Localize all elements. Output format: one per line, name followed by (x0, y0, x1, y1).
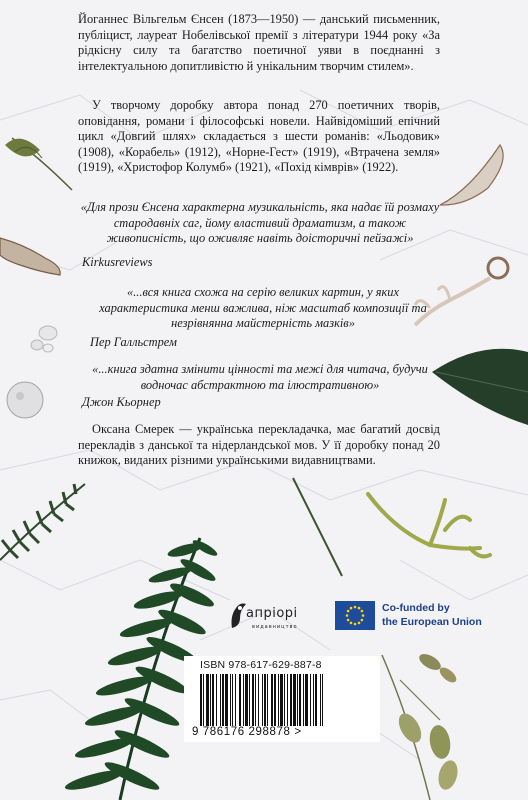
barcode-bar (297, 674, 298, 726)
sprout-right (368, 494, 490, 556)
barcode-digits: 9 786176 298878 > (192, 726, 302, 738)
eu-label-line1: Co-funded by (382, 602, 450, 614)
quote-1-source: Kirkusreviews (82, 255, 153, 269)
barcode-bar (200, 674, 202, 726)
barcode-bar (258, 674, 259, 726)
publisher-logo (230, 598, 302, 634)
barcode-bar (210, 674, 211, 726)
barcode-bar (315, 674, 317, 726)
antler-left (0, 238, 60, 275)
publisher-subtitle: видавництво (252, 624, 298, 630)
barcode-bar (310, 674, 311, 726)
twig-top-left (5, 138, 72, 190)
feather-right (440, 145, 503, 205)
barcode (200, 674, 370, 726)
quote-1: «Для прози Єнсена характерна музикальність, яка надає їй розмаху стародавніх саг, йому властивий драматизм, а також живописність, що оживляє навіть доісторичні пейзажі» (80, 200, 440, 246)
barcode-bar (274, 674, 276, 726)
barcode-bar (278, 674, 279, 726)
quote-2-source: Пер Галльстрем (90, 335, 177, 349)
barcode-bar (313, 674, 314, 726)
barcode-bar (299, 674, 301, 726)
quote-2: «...вся книга схожа на серію великих картин, у яких характеристика менш важлива, ніж масштаб композиції та незрівнянна майстерність мазків» (99, 285, 427, 331)
barcode-bar (245, 674, 248, 726)
barcode-bar (290, 674, 292, 726)
barcode-bar (255, 674, 256, 726)
pebbles (7, 326, 57, 418)
eu-stars-icon (335, 601, 375, 630)
fern-left-small (0, 484, 85, 560)
barcode-bar (264, 674, 266, 726)
barcode-bar (320, 674, 321, 726)
eu-flag-icon (335, 601, 375, 630)
leaf-right (432, 349, 528, 425)
barcode-bar (284, 674, 285, 726)
eu-label (382, 601, 482, 629)
isbn-text: ISBN 978-617-629-887-8 (200, 659, 322, 671)
barcode-bar (239, 674, 241, 726)
barcode-bar (267, 674, 268, 726)
barcode-bar (220, 674, 221, 726)
barcode-bar (262, 674, 263, 726)
barcode-bar (206, 674, 209, 726)
translator-bio: Оксана Смерек — українська перекладачка, має багатий досвід перекладів з данської та нідерландської мов. У її доробку понад 20 книжок, виданих різними українськими видавництвами. (78, 422, 440, 468)
barcode-bar (249, 674, 250, 726)
barcode-bar (235, 674, 236, 726)
barcode-bar (212, 674, 214, 726)
barcode-bar (230, 674, 231, 726)
barcode-bar (322, 674, 323, 726)
barcode-bar (287, 674, 288, 726)
quote-3: «...книга здатна змінити цінності та межі для читача, будучи водночас абстрактною та ілюстративною» (92, 362, 428, 392)
barcode-area (184, 656, 380, 742)
barcode-bar (222, 674, 224, 726)
barcode-bar (203, 674, 204, 726)
barcode-bar (232, 674, 233, 726)
quote-3-source: Джон Кьорнер (82, 395, 161, 409)
grass-stem (293, 478, 342, 576)
author-bio: Йоганнес Вільгельм Єнсен (1873—1950) — данський письменник, публіцист, лауреат Нобелівської премії з літератури 1944 року «За рідкісну силу та багатство поетичної уяви в поєднанні з інтелектуальною допитливістю й унікальним творчим стилем». (78, 12, 440, 73)
barcode-bar (305, 674, 308, 726)
grass-seeds (382, 651, 461, 800)
barcode-bar (225, 674, 228, 726)
publisher-name: апріорі (246, 606, 298, 621)
eu-label-line2: the European Union (382, 616, 482, 628)
barcode-bar (243, 674, 244, 726)
barcode-bar (271, 674, 273, 726)
barcode-bar (303, 674, 304, 726)
barcode-bar (252, 674, 254, 726)
barcode-bar (280, 674, 283, 726)
barcode-bar (216, 674, 217, 726)
barcode-bar (293, 674, 296, 726)
author-works: У творчому доробку автора понад 270 поетичних творів, оповідання, романи і філософські новели. Найвідоміший епічний цикл «Довгий шлях» складається з шести романів: «Льодовик» (1908), «Корабель» (1912), «Норне-Гест» (1919), «Втрачена земля» (1919), «Христофор Колумб» (1921), «Похід кімврів» (1922). (78, 98, 440, 175)
